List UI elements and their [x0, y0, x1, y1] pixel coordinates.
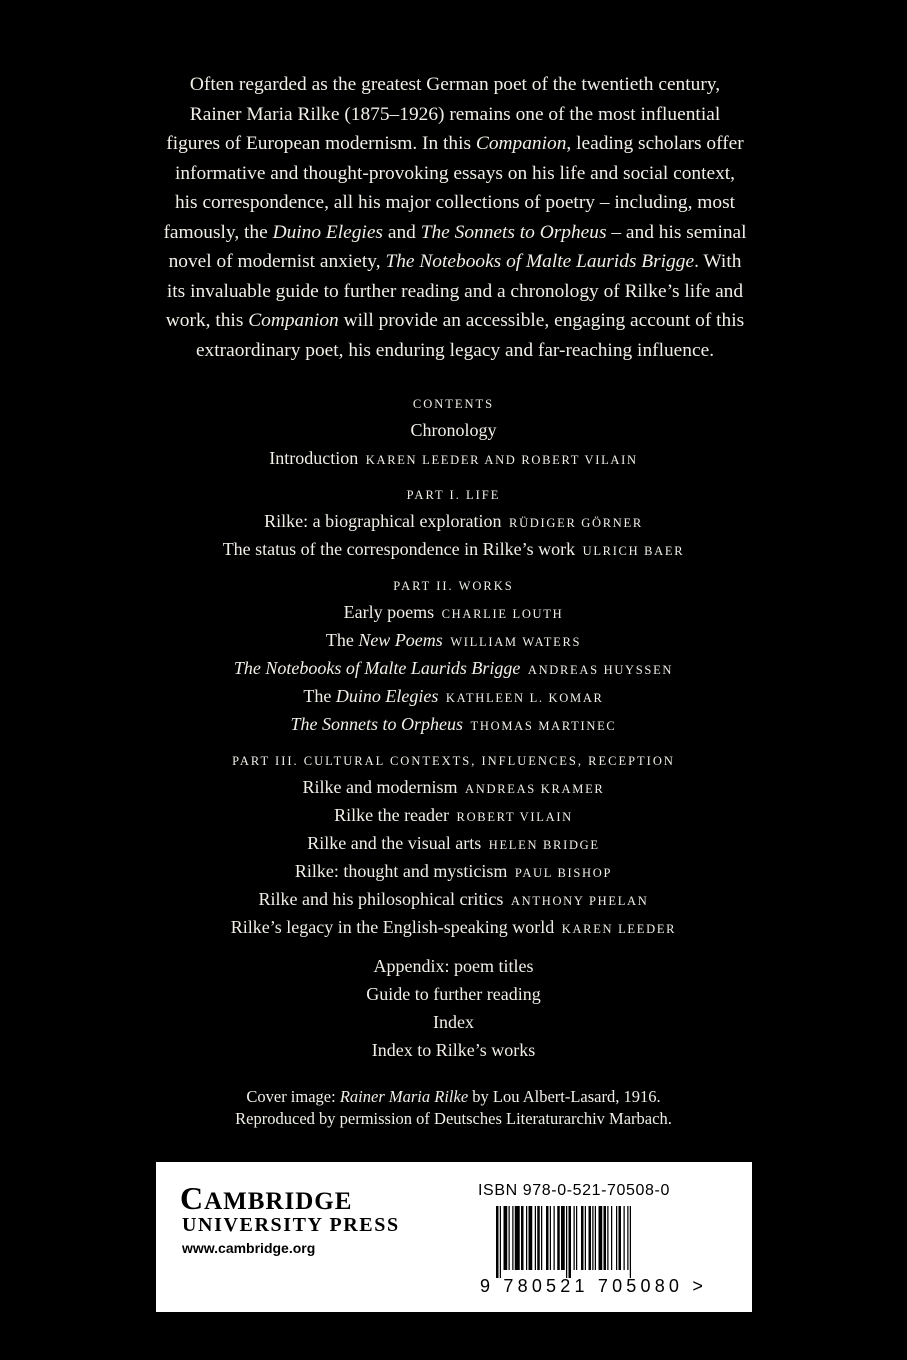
contents-entry — [0, 773, 907, 801]
blurb-text: its invaluable guide to further reading and a chronology of Rilke’s life and — [166, 280, 744, 302]
entry-title: The — [303, 686, 336, 706]
barcode-bar — [604, 1206, 607, 1270]
blurb-text: work, this — [165, 310, 249, 331]
barcode-bar — [554, 1206, 555, 1270]
blurb-line — [110, 218, 800, 248]
entry-title: New Poems — [358, 630, 443, 650]
contents-entry — [0, 1036, 907, 1064]
contents-entry — [0, 535, 907, 563]
contents-entry — [0, 980, 907, 1008]
barcode-bar — [592, 1206, 593, 1270]
contents-entry — [0, 801, 907, 829]
barcode-bar — [599, 1206, 603, 1270]
blurb-line — [110, 247, 800, 277]
barcode-bar — [537, 1206, 540, 1270]
barcode-bar — [569, 1206, 572, 1278]
barcode-bar — [512, 1206, 513, 1270]
entry-author: ULRICH BAER — [582, 544, 685, 558]
entry-title: Duino Elegies — [335, 686, 439, 706]
entry-author: THOMAS MARTINEC — [470, 719, 617, 733]
entry-title: Rilke’s legacy in the English-speaking world — [230, 917, 555, 937]
entry-author: KAREN LEEDER — [561, 922, 677, 936]
barcode-bar — [585, 1206, 586, 1270]
blurb-text: – and his seminal — [606, 221, 747, 243]
back-cover-blurb — [110, 70, 800, 365]
contents-heading: PART II. WORKS — [393, 579, 514, 593]
table-of-contents — [0, 392, 907, 1064]
blurb-text: figures of European modernism. In this — [166, 133, 476, 154]
entry-author: CHARLIE LOUTH — [441, 607, 564, 621]
barcode-bar — [546, 1206, 549, 1270]
contents-entry — [0, 885, 907, 913]
section-gap — [0, 472, 907, 483]
publisher-url: www.cambridge.org — [182, 1240, 316, 1256]
barcode-bar — [595, 1206, 596, 1270]
contents-entry — [0, 1008, 907, 1036]
section-gap — [0, 563, 907, 574]
blurb-text: Companion — [248, 310, 339, 331]
barcode-bar — [526, 1206, 527, 1270]
blurb-text: and — [382, 221, 421, 243]
entry-title: The — [325, 630, 359, 650]
barcode-bar — [550, 1206, 551, 1270]
blurb-line — [110, 159, 800, 189]
publisher-barcode-panel — [156, 1162, 752, 1312]
entry-author: KAREN LEEDER AND ROBERT VILAIN — [365, 453, 638, 467]
contents-entry — [0, 444, 907, 472]
entry-title: Early poems — [343, 602, 435, 622]
isbn-number: ISBN 978-0-521-70508-0 — [478, 1182, 670, 1199]
entry-title: The Notebooks of Malte Laurids Brigge — [233, 658, 521, 678]
barcode-bar — [521, 1206, 524, 1270]
section-gap — [0, 941, 907, 952]
entry-title: Chronology — [410, 420, 497, 440]
barcode-bar — [616, 1206, 617, 1270]
entry-title: Rilke: a biographical exploration — [264, 511, 502, 531]
blurb-text: novel of modernist anxiety, — [168, 251, 386, 272]
barcode-bar — [500, 1206, 501, 1278]
barcode-bar — [541, 1206, 542, 1270]
entry-author: WILLIAM WATERS — [450, 635, 582, 649]
entry-title: Rilke the reader — [334, 805, 450, 825]
barcode-bar — [630, 1206, 631, 1278]
entry-title: Guide to further reading — [366, 984, 541, 1004]
blurb-line — [110, 129, 800, 159]
credit-line-1: Cover image: Rainer Maria Rilke by Lou Albert-Lasard, 1916. — [246, 1087, 661, 1106]
barcode-bar — [557, 1206, 560, 1270]
barcode-bar — [619, 1206, 622, 1270]
contents-heading: PART I. LIFE — [406, 488, 501, 502]
entry-title: Index to Rilke’s works — [371, 1040, 536, 1060]
entry-author: RÜDIGER GÖRNER — [509, 516, 643, 530]
publisher-name: CAMBRIDGE — [180, 1180, 353, 1216]
blurb-text: The Sonnets to Orpheus — [420, 221, 607, 243]
blurb-text: his correspondence, all his major collections of poetry – including, most — [174, 192, 736, 213]
entry-author: HELEN BRIDGE — [488, 838, 600, 852]
publisher-press: UNIVERSITY PRESS — [182, 1214, 400, 1236]
contents-entry — [0, 952, 907, 980]
blurb-line — [110, 100, 800, 130]
entry-title: Rilke and his philosophical critics — [258, 889, 504, 909]
barcode-digits: 9 780521 705080 > — [480, 1276, 708, 1296]
contents-entry — [0, 416, 907, 444]
entry-title: Rilke and modernism — [302, 777, 458, 797]
contents-entry — [0, 626, 907, 654]
blurb-line — [110, 336, 800, 366]
barcode-bar — [566, 1206, 567, 1278]
blurb-text: informative and thought-provoking essays on his life and social context, — [174, 162, 736, 184]
entry-author: ANTHONY PHELAN — [510, 894, 649, 908]
barcode-bar — [535, 1206, 536, 1270]
contents-heading: PART III. CULTURAL CONTEXTS, INFLUENCES, RECEPTION — [232, 754, 675, 768]
blurb-text: . With — [694, 251, 742, 272]
contents-entry — [0, 710, 907, 738]
entry-author: ANDREAS KRAMER — [465, 782, 605, 796]
contents-entry — [0, 829, 907, 857]
blurb-line — [110, 188, 800, 218]
blurb-text: Companion — [475, 133, 567, 154]
blurb-line — [110, 277, 800, 307]
contents-entry — [0, 913, 907, 941]
blurb-text: , leading scholars offer — [566, 133, 744, 154]
barcode-bar — [515, 1206, 520, 1270]
blurb-line — [110, 306, 800, 336]
blurb-line — [110, 70, 800, 100]
entry-author: KATHLEEN L. KOMAR — [445, 691, 604, 705]
credit-line-2: Reproduced by permission of Deutsches Literaturarchiv Marbach. — [235, 1109, 672, 1128]
barcode-bar — [627, 1206, 628, 1270]
barcode-bar — [607, 1206, 608, 1270]
entry-title: Rilke and the visual arts — [307, 833, 482, 853]
barcode-bar — [561, 1206, 565, 1270]
barcode-bar — [611, 1206, 612, 1270]
blurb-text: Duino Elegies — [272, 221, 383, 243]
blurb-text: famously, the — [163, 221, 273, 243]
section-gap — [0, 738, 907, 749]
entry-author: ROBERT VILAIN — [456, 810, 573, 824]
cover-image-credit — [0, 1086, 907, 1130]
entry-title: The Sonnets to Orpheus — [290, 714, 464, 734]
barcode-bar — [529, 1206, 533, 1270]
blurb-text: extraordinary poet, his enduring legacy and far-reaching influence. — [195, 339, 715, 361]
blurb-text: Often regarded as the greatest German poet of the twentieth century, — [189, 74, 721, 95]
barcode-bar — [509, 1206, 510, 1270]
entry-author: PAUL BISHOP — [514, 866, 613, 880]
contents-entry — [0, 507, 907, 535]
barcode-bar — [496, 1206, 499, 1278]
barcode-icon — [496, 1206, 686, 1278]
barcode-bar — [574, 1206, 575, 1270]
barcode-bar — [581, 1206, 584, 1270]
entry-author: ANDREAS HUYSSEN — [527, 663, 674, 677]
contents-heading: CONTENTS — [412, 397, 495, 411]
barcode-bar — [504, 1206, 508, 1270]
entry-title: Rilke: thought and mysticism — [294, 861, 508, 881]
entry-title: Index — [433, 1012, 474, 1032]
blurb-text: Rainer Maria Rilke (1875–1926) remains one of the most influential — [189, 103, 721, 125]
barcode-bar — [576, 1206, 577, 1270]
contents-entry — [0, 654, 907, 682]
entry-title: Introduction — [269, 448, 359, 468]
contents-entry — [0, 682, 907, 710]
entry-title: The status of the correspondence in Rilke’s work — [222, 539, 576, 559]
contents-entry — [0, 598, 907, 626]
blurb-text: will provide an accessible, engaging account of this — [338, 310, 745, 331]
entry-title: Appendix: poem titles — [373, 956, 534, 976]
blurb-text: The Notebooks of Malte Laurids Brigge — [385, 251, 695, 272]
barcode-bar — [624, 1206, 625, 1270]
barcode-bar — [589, 1206, 592, 1270]
contents-entry — [0, 857, 907, 885]
